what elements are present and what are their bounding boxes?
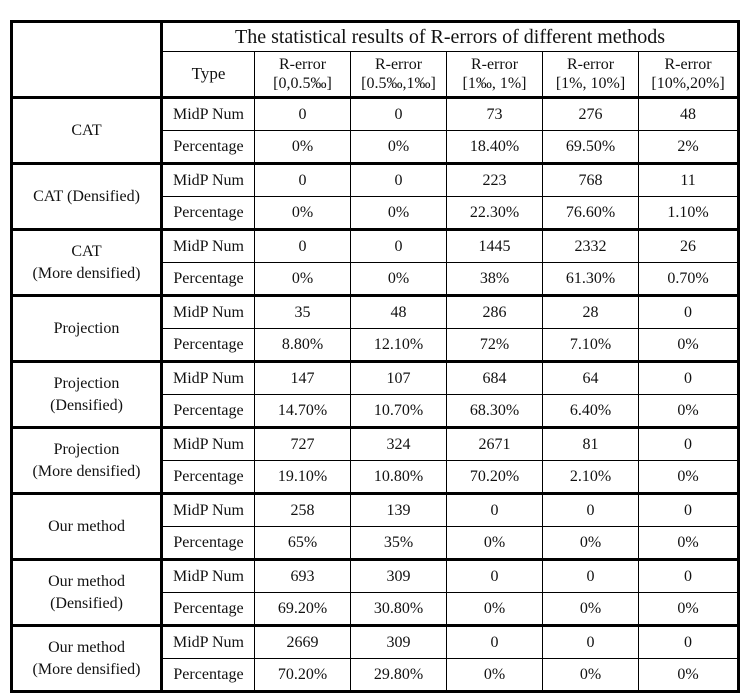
table-cell: 0% xyxy=(543,593,639,626)
table-cell: 684 xyxy=(447,362,543,395)
table-cell: 28 xyxy=(543,296,639,329)
row-type-label: Percentage xyxy=(162,131,255,164)
row-type-label: MidP Num xyxy=(162,230,255,263)
row-type-label: Percentage xyxy=(162,461,255,494)
table-cell: 0% xyxy=(639,659,739,692)
table-row xyxy=(12,494,739,527)
table-cell: 1445 xyxy=(447,230,543,263)
table-cell: 7.10% xyxy=(543,329,639,362)
table-cell: 1.10% xyxy=(639,197,739,230)
table-cell: 0 xyxy=(639,626,739,659)
table-cell: 0% xyxy=(639,461,739,494)
table-cell: 65% xyxy=(255,527,351,560)
method-label: CAT xyxy=(12,98,162,164)
method-label: Our method (Densified) xyxy=(12,560,162,626)
table-cell: 48 xyxy=(639,98,739,131)
column-header: R-error [1‰, 1%] xyxy=(447,52,543,98)
table-cell: 0% xyxy=(351,197,447,230)
table-cell: 12.10% xyxy=(351,329,447,362)
table-cell: 768 xyxy=(543,164,639,197)
table-cell: 693 xyxy=(255,560,351,593)
type-header: Type xyxy=(162,52,255,98)
table-row xyxy=(12,164,739,197)
table-cell: 29.80% xyxy=(351,659,447,692)
table-row xyxy=(12,98,739,131)
table-cell: 286 xyxy=(447,296,543,329)
table-cell: 309 xyxy=(351,626,447,659)
table-cell: 35 xyxy=(255,296,351,329)
table-cell: 0 xyxy=(351,98,447,131)
row-type-label: MidP Num xyxy=(162,560,255,593)
table-row xyxy=(12,626,739,659)
table-cell: 2332 xyxy=(543,230,639,263)
table-cell: 0 xyxy=(639,560,739,593)
row-type-label: MidP Num xyxy=(162,296,255,329)
table-cell: 2669 xyxy=(255,626,351,659)
r-error-statistics-table xyxy=(10,20,740,693)
table-cell: 0% xyxy=(351,131,447,164)
table-cell: 0 xyxy=(255,98,351,131)
method-label: CAT (More densified) xyxy=(12,230,162,296)
table-cell: 0.70% xyxy=(639,263,739,296)
table-cell: 0% xyxy=(447,527,543,560)
table-row xyxy=(12,560,739,593)
row-type-label: Percentage xyxy=(162,593,255,626)
method-label: Projection (More densified) xyxy=(12,428,162,494)
table-title: The statistical results of R-errors of different methods xyxy=(162,22,739,52)
table-wrapper xyxy=(10,20,740,693)
table-cell: 19.10% xyxy=(255,461,351,494)
method-label: CAT (Densified) xyxy=(12,164,162,230)
table-cell: 0% xyxy=(255,131,351,164)
table-cell: 14.70% xyxy=(255,395,351,428)
row-type-label: Percentage xyxy=(162,329,255,362)
table-cell: 73 xyxy=(447,98,543,131)
column-header: R-error [0,0.5‰] xyxy=(255,52,351,98)
table-cell: 0 xyxy=(351,164,447,197)
row-type-label: Percentage xyxy=(162,527,255,560)
table-cell: 64 xyxy=(543,362,639,395)
table-cell: 38% xyxy=(447,263,543,296)
table-cell: 0 xyxy=(351,230,447,263)
table-cell: 18.40% xyxy=(447,131,543,164)
column-header: R-error [1%, 10%] xyxy=(543,52,639,98)
table-cell: 81 xyxy=(543,428,639,461)
table-cell: 324 xyxy=(351,428,447,461)
table-cell: 0 xyxy=(543,494,639,527)
table-cell: 0% xyxy=(639,395,739,428)
table-cell: 6.40% xyxy=(543,395,639,428)
table-cell: 727 xyxy=(255,428,351,461)
table-cell: 0 xyxy=(639,428,739,461)
method-label: Projection (Densified) xyxy=(12,362,162,428)
table-cell: 0% xyxy=(639,593,739,626)
row-type-label: Percentage xyxy=(162,197,255,230)
table-cell: 10.80% xyxy=(351,461,447,494)
table-cell: 258 xyxy=(255,494,351,527)
row-type-label: MidP Num xyxy=(162,98,255,131)
table-cell: 107 xyxy=(351,362,447,395)
table-cell: 0% xyxy=(543,659,639,692)
table-cell: 0 xyxy=(447,560,543,593)
table-cell: 0 xyxy=(543,560,639,593)
table-row xyxy=(12,428,739,461)
table-cell: 147 xyxy=(255,362,351,395)
table-cell: 0% xyxy=(255,263,351,296)
corner-empty-cell xyxy=(12,22,162,98)
table-cell: 2671 xyxy=(447,428,543,461)
row-type-label: MidP Num xyxy=(162,626,255,659)
row-type-label: Percentage xyxy=(162,395,255,428)
column-header: R-error [10%,20%] xyxy=(639,52,739,98)
table-cell: 30.80% xyxy=(351,593,447,626)
table-cell: 0 xyxy=(639,494,739,527)
table-cell: 0% xyxy=(639,329,739,362)
table-cell: 0 xyxy=(447,494,543,527)
table-cell: 22.30% xyxy=(447,197,543,230)
method-label: Our method xyxy=(12,494,162,560)
row-type-label: Percentage xyxy=(162,263,255,296)
table-cell: 0% xyxy=(447,593,543,626)
table-cell: 72% xyxy=(447,329,543,362)
column-header: R-error [0.5‰,1‰] xyxy=(351,52,447,98)
table-cell: 0 xyxy=(255,164,351,197)
table-cell: 0 xyxy=(543,626,639,659)
table-cell: 68.30% xyxy=(447,395,543,428)
table-body xyxy=(12,98,739,692)
row-type-label: Percentage xyxy=(162,659,255,692)
table-cell: 70.20% xyxy=(255,659,351,692)
table-cell: 0 xyxy=(639,362,739,395)
table-cell: 0% xyxy=(639,527,739,560)
table-cell: 2% xyxy=(639,131,739,164)
row-type-label: MidP Num xyxy=(162,362,255,395)
table-cell: 69.50% xyxy=(543,131,639,164)
table-cell: 76.60% xyxy=(543,197,639,230)
table-cell: 0% xyxy=(255,197,351,230)
table-cell: 0% xyxy=(447,659,543,692)
table-cell: 11 xyxy=(639,164,739,197)
row-type-label: MidP Num xyxy=(162,494,255,527)
table-cell: 2.10% xyxy=(543,461,639,494)
method-label: Our method (More densified) xyxy=(12,626,162,692)
table-cell: 48 xyxy=(351,296,447,329)
row-type-label: MidP Num xyxy=(162,428,255,461)
table-cell: 26 xyxy=(639,230,739,263)
table-row xyxy=(12,230,739,263)
table-cell: 69.20% xyxy=(255,593,351,626)
method-label: Projection xyxy=(12,296,162,362)
table-cell: 8.80% xyxy=(255,329,351,362)
table-row xyxy=(12,296,739,329)
table-cell: 276 xyxy=(543,98,639,131)
table-cell: 61.30% xyxy=(543,263,639,296)
table-row xyxy=(12,362,739,395)
table-cell: 70.20% xyxy=(447,461,543,494)
table-cell: 223 xyxy=(447,164,543,197)
table-cell: 0 xyxy=(447,626,543,659)
table-cell: 0 xyxy=(639,296,739,329)
table-cell: 0 xyxy=(255,230,351,263)
table-cell: 10.70% xyxy=(351,395,447,428)
table-cell: 309 xyxy=(351,560,447,593)
table-cell: 35% xyxy=(351,527,447,560)
table-cell: 0% xyxy=(543,527,639,560)
table-cell: 0% xyxy=(351,263,447,296)
table-cell: 139 xyxy=(351,494,447,527)
row-type-label: MidP Num xyxy=(162,164,255,197)
